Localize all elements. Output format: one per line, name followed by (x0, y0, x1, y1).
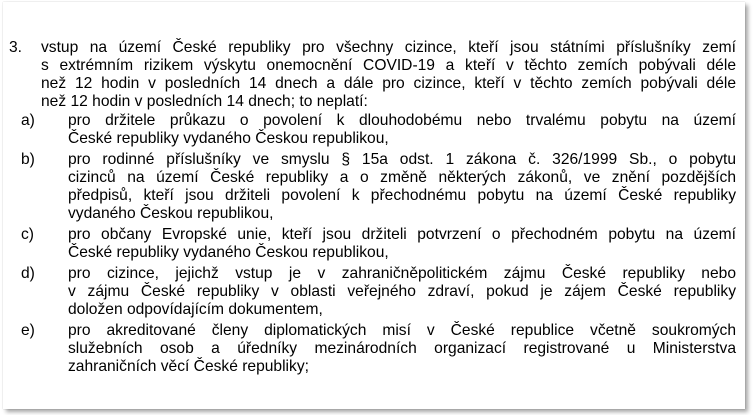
item-letter-c: c) (21, 226, 34, 243)
document-sheet (3, 2, 745, 409)
item-b-line: předpisů, kteří jsou držiteli povolení k přechodnému pobytu na území České republiky (68, 187, 736, 204)
item-b-line: cizinců na území České republiky a o změně některých zákonů, ve znění pozdějších (68, 169, 736, 186)
item-letter-a: a) (21, 112, 35, 129)
item-d-line: doložen odpovídajícím dokumentem, (68, 301, 323, 318)
item-c-line: České republiky vydaného Českou republikou, (68, 244, 389, 261)
item-b-line: vydaného Českou republikou, (68, 205, 274, 222)
intro-line: než 12 hodin v posledních 14 dnech; to neplatí: (41, 93, 368, 110)
intro-line: než 12 hodin v posledních 14 dnech a dále pro cizince, kteří v těchto zemích pobývali déle (41, 75, 736, 92)
section-number: 3. (9, 39, 23, 56)
item-b-line: pro rodinné příslušníky ve smyslu § 15a odst. 1 zákona č. 326/1999 Sb., o pobytu (68, 151, 736, 168)
item-e-line: pro akreditované členy diplomatických misí v České republice včetně soukromých (68, 322, 736, 339)
item-a-line: pro držitele průkazu o povolení k dlouhodobému nebo trvalému pobytu na území (68, 112, 736, 129)
item-e-line: služebních osob a úředníky mezinárodních organizací registrované u Ministerstva (68, 340, 736, 357)
intro-line: vstup na území České republiky pro všechny cizince, kteří jsou státními příslušníky zemí (41, 39, 736, 56)
item-letter-e: e) (21, 322, 35, 339)
item-a-line: České republiky vydaného Českou republikou, (68, 130, 389, 147)
intro-line: s extrémním rizikem výskytu onemocnění COVID-19 a kteří v těchto zemích pobývali déle (41, 57, 736, 74)
item-letter-b: b) (21, 151, 35, 168)
item-d-line: pro cizince, jejichž vstup je v zahraničněpolitickém zájmu České republiky nebo (68, 265, 736, 282)
item-letter-d: d) (21, 265, 35, 282)
item-c-line: pro občany Evropské unie, kteří jsou držiteli potvrzení o přechodném pobytu na území (68, 226, 736, 243)
item-d-line: v zájmu České republiky v oblasti veřejného zdraví, pokud je zájem České republiky (68, 283, 736, 300)
item-e-line: zahraničních věcí České republiky; (68, 358, 309, 375)
